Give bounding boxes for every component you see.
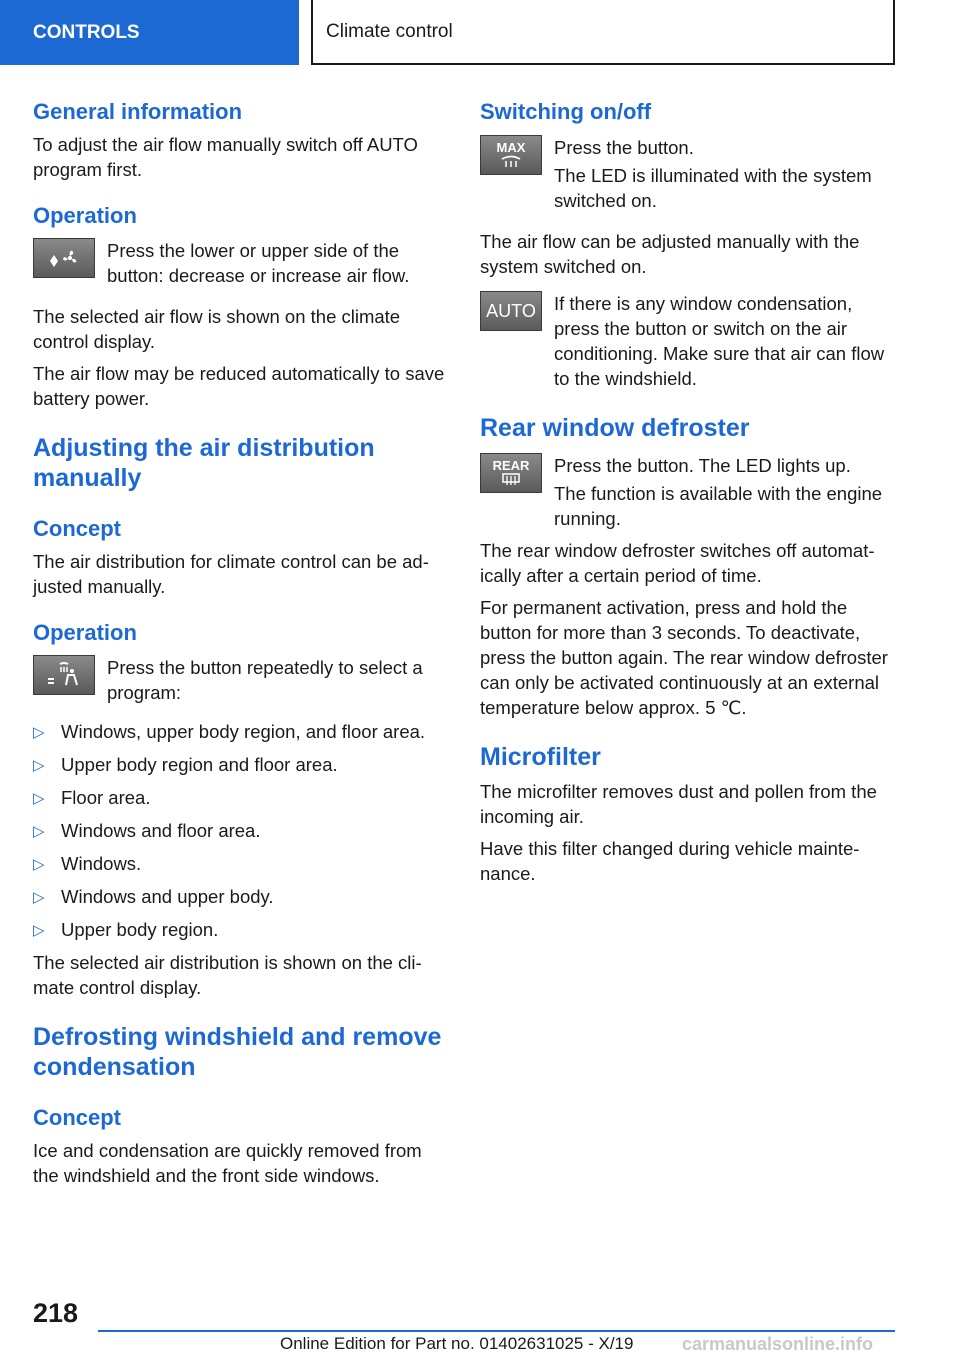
right-column: [480, 98, 892, 886]
triangle-bullet-icon: ▷: [33, 856, 45, 873]
page-number: 218: [33, 1298, 79, 1328]
rear-defrost-button-icon: REAR: [480, 453, 542, 493]
icon-row-air-flow: [33, 238, 445, 288]
section-label: Climate control: [326, 20, 453, 42]
triangle-bullet-icon: ▷: [33, 724, 45, 741]
air-distribution-button-icon: [33, 655, 95, 695]
heading-microfilter: Microfilter: [480, 743, 601, 771]
paragraph: The selected air flow is shown on the climate control display.: [33, 306, 401, 352]
icon-row-air-distribution: [33, 655, 445, 705]
icon-row-text: Press the lower or upper side of the button: decrease or increase air flow.: [107, 240, 410, 286]
list-item: ▷ Windows.: [33, 851, 445, 877]
chapter-tab: [0, 0, 299, 65]
list-item: ▷ Upper body region and floor area.: [33, 752, 445, 778]
max-defrost-button-icon: MAX: [480, 135, 542, 175]
triangle-bullet-icon: ▷: [33, 922, 45, 939]
edition-text: Online Edition for Part no. 01402631025 - X/19: [280, 1334, 634, 1353]
heading-concept: Concept: [33, 1105, 121, 1130]
heading-concept: Concept: [33, 516, 121, 541]
footer-rule: [98, 1330, 895, 1332]
section-header: [311, 0, 895, 65]
list-item: ▷ Upper body region.: [33, 917, 445, 943]
triangle-bullet-icon: ▷: [33, 757, 45, 774]
list-item: ▷ Windows and floor area.: [33, 818, 445, 844]
paragraph: The rear window defroster switches off automatically after a certain period of time.: [480, 540, 875, 586]
heading-general-information: General information: [33, 99, 243, 124]
heading-operation: Operation: [33, 620, 137, 645]
paragraph: To adjust the air flow manually switch off AUTO program first.: [33, 134, 418, 180]
heading-switching-on-off: Switching on/off: [480, 99, 652, 124]
list-item: ▷ Windows, upper body region, and floor area.: [33, 719, 445, 745]
paragraph: The air flow can be adjusted manually with the system switched on.: [480, 231, 860, 277]
icon-row-text: Press the button.: [554, 137, 694, 158]
heading-operation: Operation: [33, 203, 137, 228]
triangle-bullet-icon: ▷: [33, 823, 45, 840]
paragraph: The selected air distribution is shown on the climate control display.: [33, 952, 422, 998]
icon-row-text: Press the button. The LED lights up.: [554, 455, 851, 476]
program-list: [33, 719, 445, 943]
paragraph: The air distribution for climate control can be adjusted manually.: [33, 551, 429, 597]
paragraph: Have this filter changed during vehicle maintenance.: [480, 838, 860, 884]
auto-button-icon: AUTO: [480, 291, 542, 331]
paragraph: Ice and condensation are quickly removed from the windshield and the front side windows.: [33, 1140, 422, 1186]
paragraph: The function is available with the engine running.: [554, 483, 883, 529]
paragraph: For permanent activation, press and hold the button for more than 3 seconds. To deactivate, press the button again. The rear window defroster can only be activated continuously at an external temperature below approx. 5 ℃.: [480, 597, 888, 718]
heading-defrosting-windshield: Defrosting windshield and remove condensation: [33, 1023, 442, 1081]
icon-row-text: Press the button repeatedly to select a program:: [107, 657, 423, 703]
paragraph: The air flow may be reduced automatically to save battery power.: [33, 363, 445, 409]
left-column: [33, 98, 445, 1188]
fan-button-icon: [33, 238, 95, 278]
chapter-label: CONTROLS: [33, 21, 140, 43]
icon-row-text: If there is any window condensation, press the button or switch on the air conditioning. Make sure that air can flow to the windshield.: [554, 293, 885, 389]
list-item: ▷ Windows and upper body.: [33, 884, 445, 910]
icon-row-auto: [480, 291, 892, 391]
paragraph: The microfilter removes dust and pollen from the incoming air.: [480, 781, 877, 827]
heading-rear-window-defroster: Rear window defroster: [480, 414, 750, 442]
heading-adjusting-air-distribution: Adjusting the air distribution manually: [33, 434, 375, 492]
triangle-bullet-icon: ▷: [33, 889, 45, 906]
triangle-bullet-icon: ▷: [33, 790, 45, 807]
paragraph: The LED is illuminated with the system switched on.: [554, 165, 872, 211]
list-item: ▷ Floor area.: [33, 785, 445, 811]
watermark: carmanualsonline.info: [682, 1334, 874, 1354]
